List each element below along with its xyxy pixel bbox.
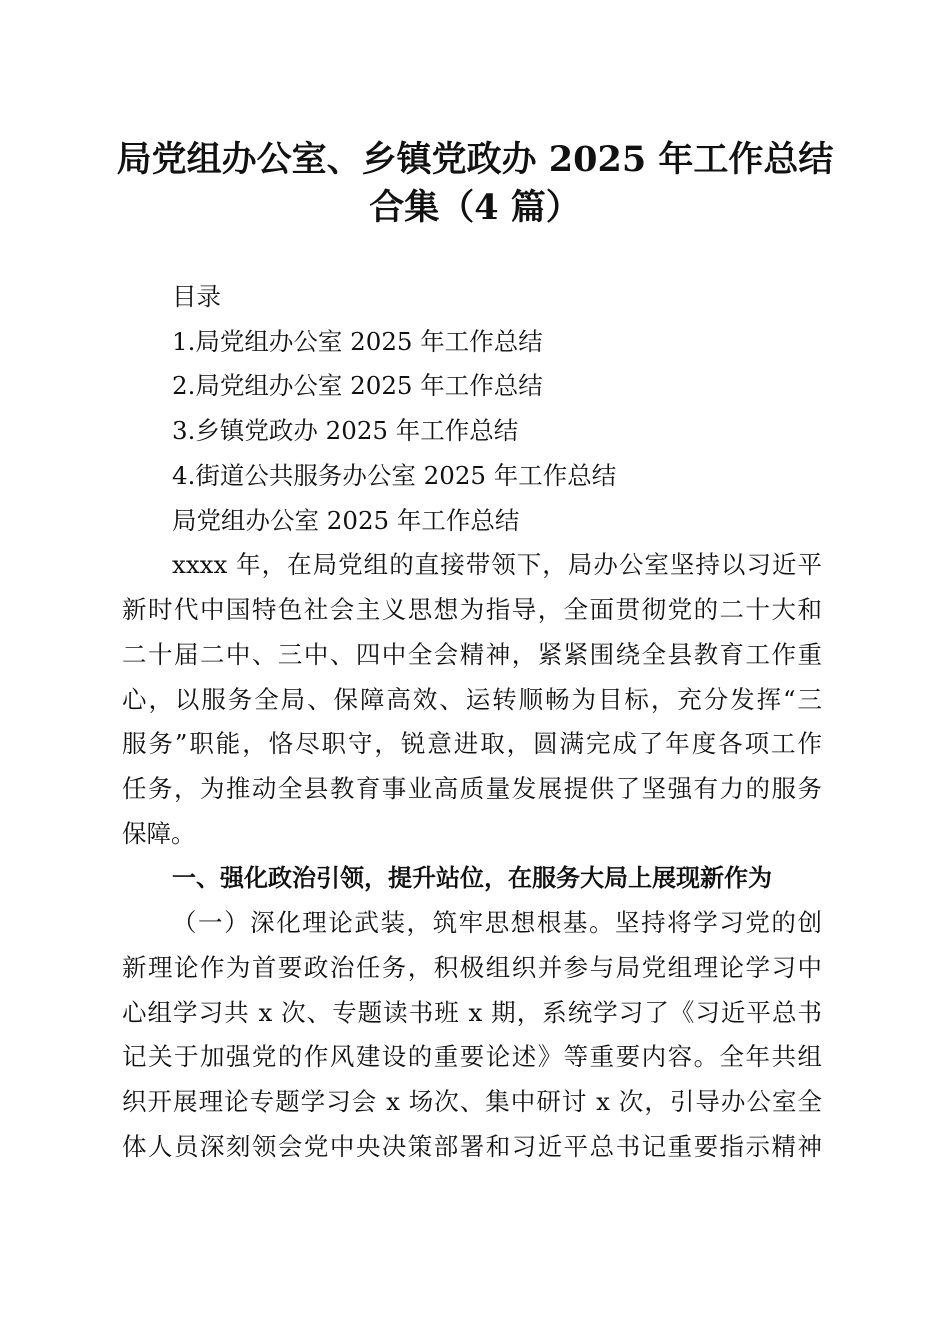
toc-item: 1.局党组办公室 2025 年工作总结: [172, 327, 543, 356]
paragraph-line: 心组学习共 x 次、专题读书班 x 期，系统学习了《习近平总书: [122, 998, 822, 1027]
paragraph-line: 服务”职能，恪尽职守，锐意进取，圆满完成了年度各项工作: [122, 729, 822, 758]
paragraph-line: （一）深化理论武装，筑牢思想根基。坚持将学习党的创: [172, 908, 822, 937]
toc-item: 4.街道公共服务办公室 2025 年工作总结: [172, 461, 617, 490]
paragraph-line: xxxx 年，在局党组的直接带领下，局办公室坚持以习近平: [172, 550, 822, 579]
document-title-line-1: 局党组办公室、乡镇党政办 2025 年工作总结: [116, 139, 834, 180]
toc-item: 3.乡镇党政办 2025 年工作总结: [172, 416, 519, 445]
document-title-line-2: 合集（4 篇）: [369, 187, 581, 228]
section-heading: 一、强化政治引领，提升站位，在服务大局上展现新作为: [172, 864, 772, 892]
paragraph-line: 新理论作为首要政治任务，积极组织并参与局党组理论学习中: [122, 953, 822, 982]
paragraph-line: 任务，为推动全县教育事业高质量发展提供了坚强有力的服务: [122, 774, 822, 803]
toc-heading: 目录: [172, 282, 221, 311]
paragraph-line: 心，以服务全局、保障高效、运转顺畅为目标，充分发挥“三: [122, 685, 822, 714]
paragraph-line: 新时代中国特色社会主义思想为指导，全面贯彻党的二十大和: [122, 595, 822, 624]
toc-item: 2.局党组办公室 2025 年工作总结: [172, 371, 543, 400]
paragraph-line: 织开展理论专题学习会 x 场次、集中研讨 x 次，引导办公室全: [122, 1087, 822, 1116]
paragraph-line: 二十届二中、三中、四中全会精神，紧紧围绕全县教育工作重: [122, 640, 822, 669]
paragraph-line: 记关于加强党的作风建设的重要论述》等重要内容。全年共组: [122, 1042, 822, 1071]
article-title: 局党组办公室 2025 年工作总结: [172, 506, 520, 535]
paragraph-line: 保障。: [122, 819, 196, 848]
paragraph-line: 体人员深刻领会党中央决策部署和习近平总书记重要指示精神: [122, 1132, 822, 1161]
